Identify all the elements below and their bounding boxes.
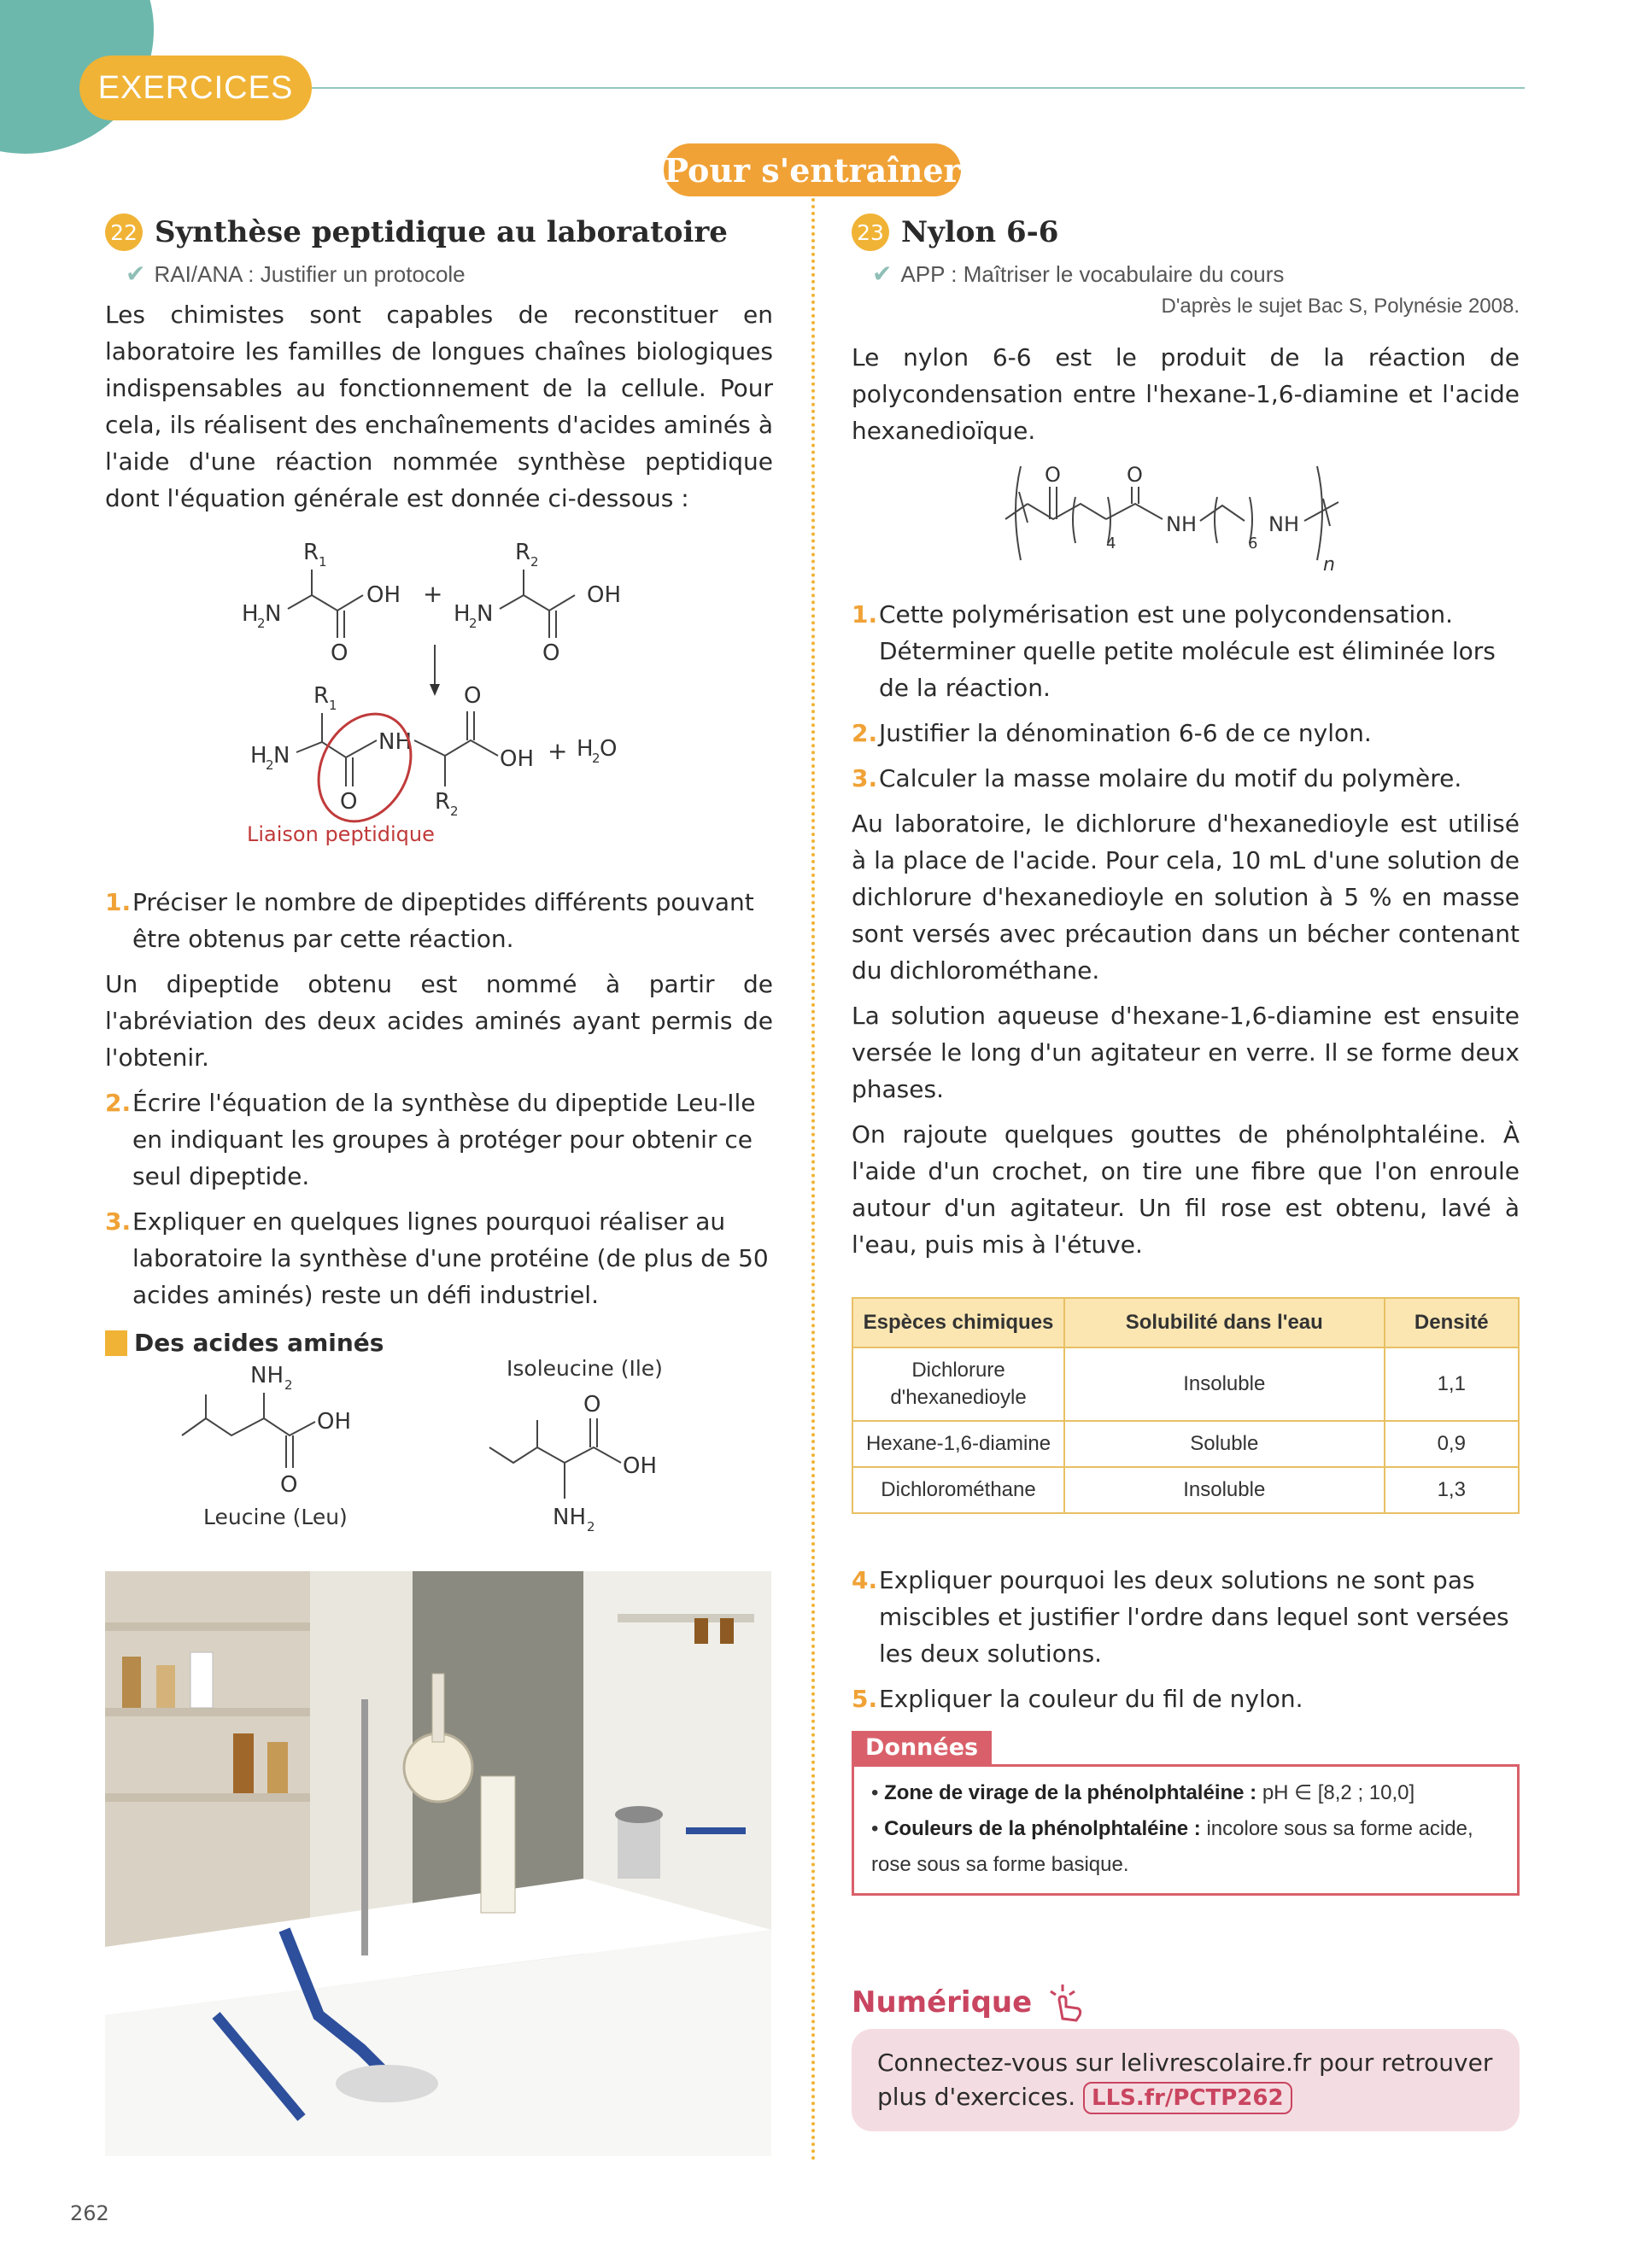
question-text: Expliquer la couleur du fil de nylon. bbox=[879, 1685, 1303, 1713]
heading-text: Des acides aminés bbox=[134, 1329, 384, 1357]
exercise-title: Synthèse peptidique au laboratoire bbox=[155, 215, 728, 249]
section-badge: EXERCICES bbox=[79, 56, 312, 120]
eq-plus: + bbox=[423, 580, 443, 608]
exercise-23-header bbox=[852, 212, 1520, 253]
check-icon: ✔ bbox=[872, 260, 893, 287]
data-box-tab: Données bbox=[852, 1731, 992, 1764]
ile-oh: OH bbox=[623, 1453, 658, 1479]
eq-plus: + bbox=[548, 737, 568, 765]
exercise-22 bbox=[105, 212, 773, 1536]
page-number: 262 bbox=[70, 2201, 109, 2225]
check-icon: ✔ bbox=[126, 260, 146, 287]
data-item-label: Couleurs de la phénolphtaléine : bbox=[884, 1817, 1201, 1840]
question-2 bbox=[105, 1084, 773, 1195]
formula-n: n bbox=[1323, 554, 1335, 576]
question-text: Calculer la masse molaire du motif du polymère. bbox=[879, 764, 1462, 792]
eq-two: 2 bbox=[469, 616, 477, 631]
ile-two: 2 bbox=[587, 1519, 595, 1534]
paragraph: Un dipeptide obtenu est nommé à partir de l'abréviation des deux acides aminés ayant permis de l'obtenir. bbox=[105, 970, 773, 1072]
table-header: Densité bbox=[1385, 1298, 1519, 1347]
solubility-table bbox=[852, 1297, 1520, 1514]
table-cell: 1,1 bbox=[1385, 1347, 1519, 1421]
eq-two: 2 bbox=[592, 751, 600, 766]
eq-r: R bbox=[515, 540, 531, 565]
data-item-value: pH ∈ [8,2 ; 10,0] bbox=[1262, 1781, 1415, 1804]
table-cell: Insoluble bbox=[1064, 1467, 1385, 1513]
ile-o: O bbox=[583, 1392, 601, 1418]
formula-four: 4 bbox=[1106, 535, 1116, 552]
eq-sub: 1 bbox=[329, 698, 337, 713]
question-5 bbox=[852, 1681, 1520, 1717]
formula-nh: NH bbox=[1268, 512, 1299, 536]
data-item: • Zone de virage de la phénolphtaléine : pH ∈ [8,2 ; 10,0] bbox=[871, 1781, 1415, 1804]
numerique-title: Numérique bbox=[852, 1985, 1033, 2020]
ile-nh: NH bbox=[553, 1505, 586, 1530]
eq-n: N bbox=[477, 601, 494, 627]
table-cell: Hexane-1,6-diamine bbox=[852, 1421, 1064, 1467]
exercise-number: 23 bbox=[852, 213, 889, 251]
tap-hand-icon bbox=[1040, 1981, 1092, 2024]
table-cell: Insoluble bbox=[1064, 1347, 1385, 1421]
paragraph: On rajoute quelques gouttes de phénolphtaléine. À l'aide d'un crochet, on tire une fibre que l'on enroule autour d'un agitateur. Un fil rose est obtenu, lavé à l'eau, puis mis à l'étuve. bbox=[852, 1120, 1520, 1259]
table-cell: Soluble bbox=[1064, 1421, 1385, 1467]
eq-h: H bbox=[250, 743, 267, 769]
skill-line bbox=[872, 260, 1520, 288]
table-cell: 0,9 bbox=[1385, 1421, 1519, 1467]
question-number: 3. bbox=[105, 1207, 132, 1236]
formula-nh: NH bbox=[1166, 512, 1197, 536]
eq-o: O bbox=[600, 736, 618, 762]
table-header-row bbox=[852, 1298, 1519, 1347]
eq-oh: OH bbox=[587, 582, 622, 608]
question-1 bbox=[105, 884, 773, 957]
data-box bbox=[852, 1764, 1520, 1896]
heading-marker bbox=[105, 1330, 127, 1356]
leu-two: 2 bbox=[284, 1377, 293, 1393]
eq-o: O bbox=[331, 640, 348, 666]
question-3 bbox=[105, 1203, 773, 1313]
eq-h: H bbox=[577, 736, 594, 762]
intro-paragraph: Les chimistes sont capables de reconstituer en laboratoire les familles de longues chaînes biologiques indispensables au fonctionnement de la cellule. Pour cela, ils réalisent des enchaînements d'acides aminés à l'aide d'une réaction nommée synthèse peptidique dont l'équation générale est donnée ci-dessous : bbox=[105, 301, 773, 512]
question-number: 2. bbox=[105, 1089, 132, 1117]
exercise-number: 22 bbox=[105, 213, 143, 251]
question-text: Cette polymérisation est une polycondensation. Déterminer quelle petite molécule est éliminée lors de la réaction. bbox=[879, 600, 1496, 702]
exercise-23 bbox=[852, 212, 1520, 2131]
peptide-bond-label: Liaison peptidique bbox=[247, 822, 435, 846]
skill-line bbox=[126, 260, 773, 288]
question-number: 1. bbox=[105, 888, 132, 916]
peptide-synthesis-equation bbox=[105, 517, 773, 875]
paragraph: Au laboratoire, le dichlorure d'hexanedioyle est utilisé à la place de l'acide. Pour cela, 10 mL d'une solution de dichlorure d'hexanedioyle en solution à 5 % en masse sont versés avec précaution dans un bécher contenant du dichlorométhane. bbox=[852, 810, 1520, 985]
eq-oh: OH bbox=[366, 582, 401, 608]
leu-oh: OH bbox=[317, 1409, 352, 1435]
formula-o: O bbox=[1045, 463, 1061, 487]
skill-label: APP : Maîtriser le vocabulaire du cours bbox=[900, 261, 1285, 287]
eq-h: H bbox=[454, 601, 471, 627]
eq-two: 2 bbox=[257, 616, 266, 631]
eq-r: R bbox=[313, 683, 330, 709]
peptide-bond-circle bbox=[301, 698, 429, 837]
eq-nh: NH bbox=[378, 729, 412, 755]
paragraph: La solution aqueuse d'hexane-1,6-diamine est ensuite versée le long d'un agitateur en verre. Il se forme deux phases. bbox=[852, 1002, 1520, 1103]
isoleucine-label: Isoleucine (Ile) bbox=[507, 1357, 663, 1381]
subsection-badge: Pour s'entraîner bbox=[664, 143, 961, 196]
table-cell: Dichlorométhane bbox=[852, 1467, 1064, 1513]
question-number: 2. bbox=[852, 719, 878, 747]
question-text: Écrire l'équation de la synthèse du dipeptide Leu-Ile en indiquant les groupes à protéger pour obtenir ce seul dipeptide. bbox=[132, 1089, 756, 1190]
data-item: • Couleurs de la phénolphtaléine : incolore sous sa forme acide, rose sous sa forme basique. bbox=[871, 1817, 1473, 1876]
source-note: D'après le sujet Bac S, Polynésie 2008. bbox=[1161, 295, 1520, 318]
intro-paragraph: Le nylon 6-6 est le produit de la réaction de polycondensation entre l'hexane-1,6-diamine et l'acide hexanedioïque. bbox=[852, 343, 1520, 445]
skill-label: RAI/ANA : Justifier un protocole bbox=[154, 261, 466, 287]
eq-o: O bbox=[340, 789, 358, 815]
question-1 bbox=[852, 596, 1520, 706]
leu-nh: NH bbox=[250, 1363, 284, 1388]
eq-sub: 2 bbox=[530, 554, 539, 570]
amino-acids-heading bbox=[105, 1329, 773, 1357]
eq-sub: 1 bbox=[319, 554, 327, 570]
column-divider bbox=[811, 198, 815, 2162]
leucine-label: Leucine (Leu) bbox=[203, 1505, 348, 1529]
eq-two: 2 bbox=[266, 757, 274, 773]
eq-n: N bbox=[273, 743, 290, 769]
exercise-22-header bbox=[105, 212, 773, 253]
table-row bbox=[852, 1467, 1519, 1513]
eq-o: O bbox=[542, 640, 560, 666]
eq-o: O bbox=[464, 683, 482, 709]
table-row bbox=[852, 1347, 1519, 1421]
header-rule bbox=[312, 87, 1525, 89]
leu-o: O bbox=[280, 1472, 298, 1498]
question-number: 4. bbox=[852, 1566, 878, 1594]
question-number: 3. bbox=[852, 764, 878, 792]
numerique-text: Connectez-vous sur lelivrescolaire.fr pour retrouver plus d'exercices. bbox=[877, 2049, 1493, 2111]
question-text: Préciser le nombre de dipeptides différents pouvant être obtenus par cette réaction. bbox=[132, 888, 754, 953]
table-cell: 1,3 bbox=[1385, 1467, 1519, 1513]
eq-r: R bbox=[303, 540, 319, 565]
question-text: Expliquer pourquoi les deux solutions ne sont pas miscibles et justifier l'ordre dans lequel sont versées les deux solutions. bbox=[879, 1566, 1509, 1668]
question-text: Justifier la dénomination 6-6 de ce nylon. bbox=[879, 719, 1372, 747]
nylon-formula bbox=[852, 449, 1520, 586]
formula-o: O bbox=[1127, 463, 1143, 487]
eq-sub: 2 bbox=[450, 804, 459, 819]
question-2 bbox=[852, 715, 1520, 751]
question-4 bbox=[852, 1562, 1520, 1672]
amino-acid-structures bbox=[105, 1357, 773, 1536]
formula-six: 6 bbox=[1248, 535, 1258, 552]
question-3 bbox=[852, 760, 1520, 797]
eq-oh: OH bbox=[500, 746, 535, 772]
numerique-heading bbox=[852, 1981, 1520, 2024]
data-item-label: Zone de virage de la phénolphtaléine : bbox=[884, 1781, 1257, 1804]
table-cell: Dichlorure d'hexanedioyle bbox=[852, 1347, 1064, 1421]
eq-n: N bbox=[265, 601, 282, 627]
laboratory-photo bbox=[105, 1571, 771, 2156]
exercise-title: Nylon 6-6 bbox=[901, 215, 1059, 249]
table-row bbox=[852, 1421, 1519, 1467]
eq-h: H bbox=[242, 601, 259, 627]
data-item-value: incolore sous sa forme acide, rose sous sa forme basique. bbox=[871, 1817, 1473, 1876]
table-header: Espèces chimiques bbox=[852, 1298, 1064, 1347]
question-text: Expliquer en quelques lignes pourquoi réaliser au laboratoire la synthèse d'une protéine (de plus de 50 acides aminés) reste un défi industriel. bbox=[132, 1207, 769, 1309]
numerique-box bbox=[852, 2029, 1520, 2131]
numerique-link[interactable]: LLS.fr/PCTP262 bbox=[1083, 2082, 1292, 2114]
question-number: 1. bbox=[852, 600, 878, 628]
table-header: Solubilité dans l'eau bbox=[1064, 1298, 1385, 1347]
eq-r: R bbox=[435, 789, 451, 815]
question-number: 5. bbox=[852, 1685, 878, 1713]
